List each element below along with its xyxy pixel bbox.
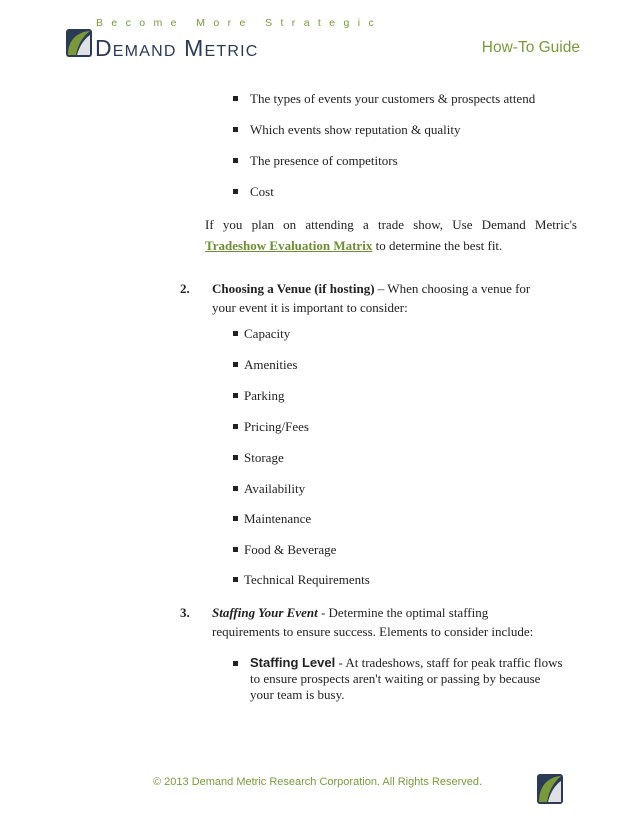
bullet-square-icon (233, 393, 238, 398)
staffing-level-item: Staffing Level - At tradeshows, staff for peak traffic flows to ensure prospects aren't waiting or passing by because your team is busy. (233, 655, 563, 703)
list-item: Maintenance (233, 511, 311, 527)
tradeshow-evaluation-matrix-link[interactable]: Tradeshow Evaluation Matrix (205, 238, 373, 253)
bullet-square-icon (233, 424, 238, 429)
list-item: Cost (233, 184, 274, 200)
bullet-square-icon (233, 516, 238, 521)
staffing-level-title: Staffing Level (250, 655, 336, 670)
list-item: The presence of competitors (233, 153, 398, 169)
step-title: Staffing Your Event (212, 605, 318, 620)
list-item: Amenities (233, 357, 297, 373)
footer-copyright: © 2013 Demand Metric Research Corporation. All Rights Reserved. (153, 776, 483, 788)
list-item: Food & Beverage (233, 542, 336, 558)
list-item: Availability (233, 481, 305, 497)
step-choosing-venue: 2. Choosing a Venue (if hosting) – When choosing a venue for your event it is important to consider: (180, 281, 531, 315)
bullet-square-icon (233, 127, 238, 132)
list-item: Storage (233, 450, 284, 466)
bullet-square-icon (233, 547, 238, 552)
bullet-square-icon (233, 362, 238, 367)
bullet-square-icon (233, 661, 238, 666)
step-staffing-event: 3. Staffing Your Event - Determine the optimal staffing requirements to ensure success. Elements to consider include: (180, 605, 534, 639)
bullet-square-icon (233, 577, 238, 582)
list-item: Parking (233, 388, 284, 404)
demand-metric-logo-icon (66, 29, 92, 57)
list-item: Technical Requirements (233, 572, 370, 588)
bullet-square-icon (233, 158, 238, 163)
step-number: 2. (180, 281, 190, 296)
list-item: Pricing/Fees (233, 419, 309, 435)
step-title: Choosing a Venue (if hosting) (212, 281, 375, 296)
document-type-label: How-To Guide (481, 39, 580, 56)
brand-tagline: Become More Strategic (96, 17, 383, 29)
list-item: Which events show reputation & quality (233, 122, 460, 138)
bullet-square-icon (233, 96, 238, 101)
bullet-square-icon (233, 455, 238, 460)
list-item: The types of events your customers & prospects attend (233, 91, 535, 107)
step-number: 3. (180, 605, 190, 620)
brand-name: Demand Metric (95, 35, 259, 61)
demand-metric-footer-logo-icon (537, 774, 563, 804)
bullet-square-icon (233, 331, 238, 336)
tradeshow-paragraph: If you plan on attending a trade show, Use Demand Metric's Tradeshow Evaluation Matrix to determine the best fit. (205, 217, 577, 253)
bullet-square-icon (233, 486, 238, 491)
list-item: Capacity (233, 326, 290, 342)
bullet-square-icon (233, 189, 238, 194)
page-header (0, 0, 638, 70)
